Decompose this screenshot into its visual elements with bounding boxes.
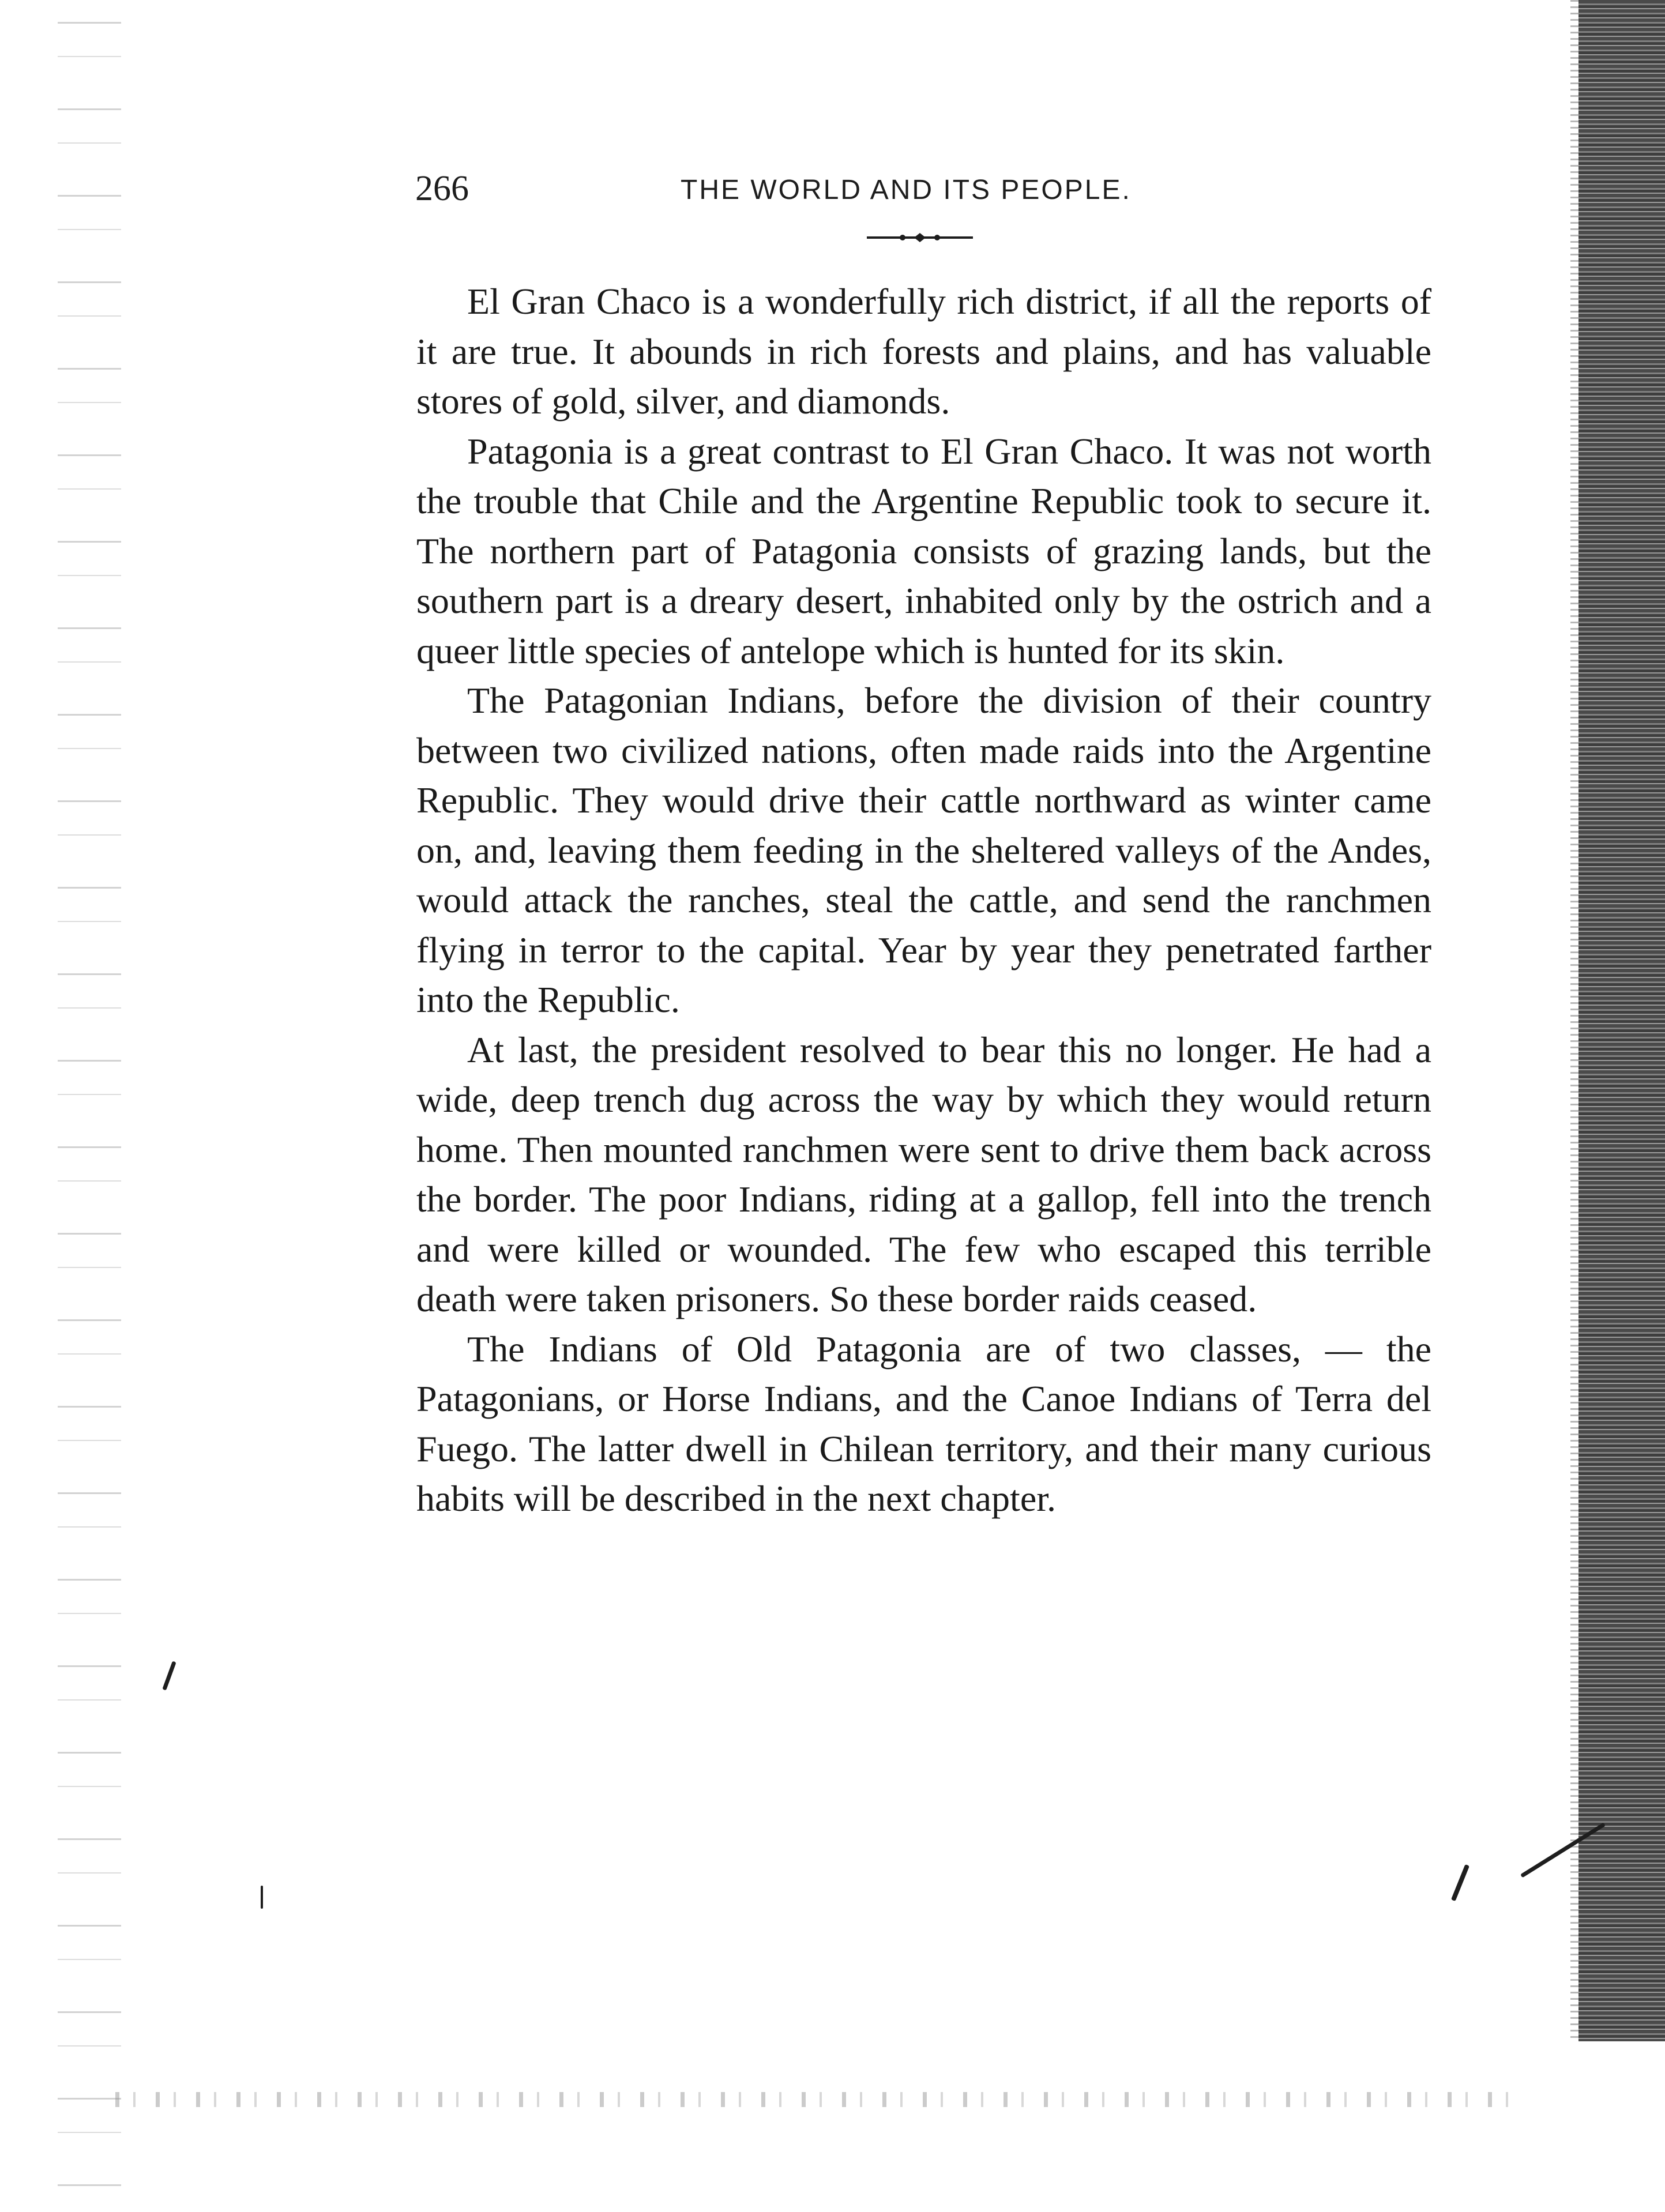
scan-bottom-specks xyxy=(115,2092,1523,2107)
paragraph-gran-chaco: El Gran Chaco is a wonderfully rich district, if all the reports of it are true. It abounds in rich forests and plains, and has valuable stores of gold, silver, and diamonds. xyxy=(416,281,1431,422)
rule-ornament-icon xyxy=(862,232,978,243)
scan-margin-specks xyxy=(58,0,121,2212)
stray-pen-mark xyxy=(162,1661,176,1690)
page-header xyxy=(415,168,1430,220)
stray-pen-mark xyxy=(261,1886,263,1909)
book-spine-binding xyxy=(1578,0,1665,2041)
paragraph-patagonia: Patagonia is a great contrast to El Gran Chaco. It was not worth the trouble that Chile and the Argentine Republic took to secure it. The northern part of Patagonia consists of grazing lands, but the southern part is a dreary desert, inhabited only by the ostrich and a queer little species of antelope which is hunted for its skin. xyxy=(416,430,1431,671)
page-number: 266 xyxy=(415,169,469,208)
scan-spine-edge xyxy=(1570,0,1578,2041)
running-head: THE WORLD AND ITS PEOPLE. xyxy=(681,175,1132,205)
stray-pen-mark xyxy=(1451,1864,1469,1901)
body-text xyxy=(416,277,1431,1524)
paragraph-trench: At last, the president resolved to bear this no longer. He had a wide, deep trench dug across the way by which they would return home. Then mounted ranchmen were sent to drive them back across the border. The poor Indians, riding at a gallop, fell into the trench and were killed or wounded. The few who escaped this terrible death were taken prisoners. So these border raids ceased. xyxy=(416,1029,1431,1319)
paragraph-patagonian-indians: The Patagonian Indians, before the division of their country between two civilized nations, often made raids into the Argentine Republic. They would drive their cattle northward as winter came on, and, leaving them feeding in the sheltered valleys of the Andes, would attack the ranches, steal the cattle, and send the ranchmen flying in terror to the capital. Year by year they penetrated farther into the Republic. xyxy=(416,680,1431,1020)
paragraph-indian-classes: The Indians of Old Patagonia are of two classes, — the Patagonians, or Horse Indians, and the Canoe Indians of Terra del Fuego. The latter dwell in Chilean territory, and their many curious habits will be described in the next chapter. xyxy=(416,1328,1431,1519)
